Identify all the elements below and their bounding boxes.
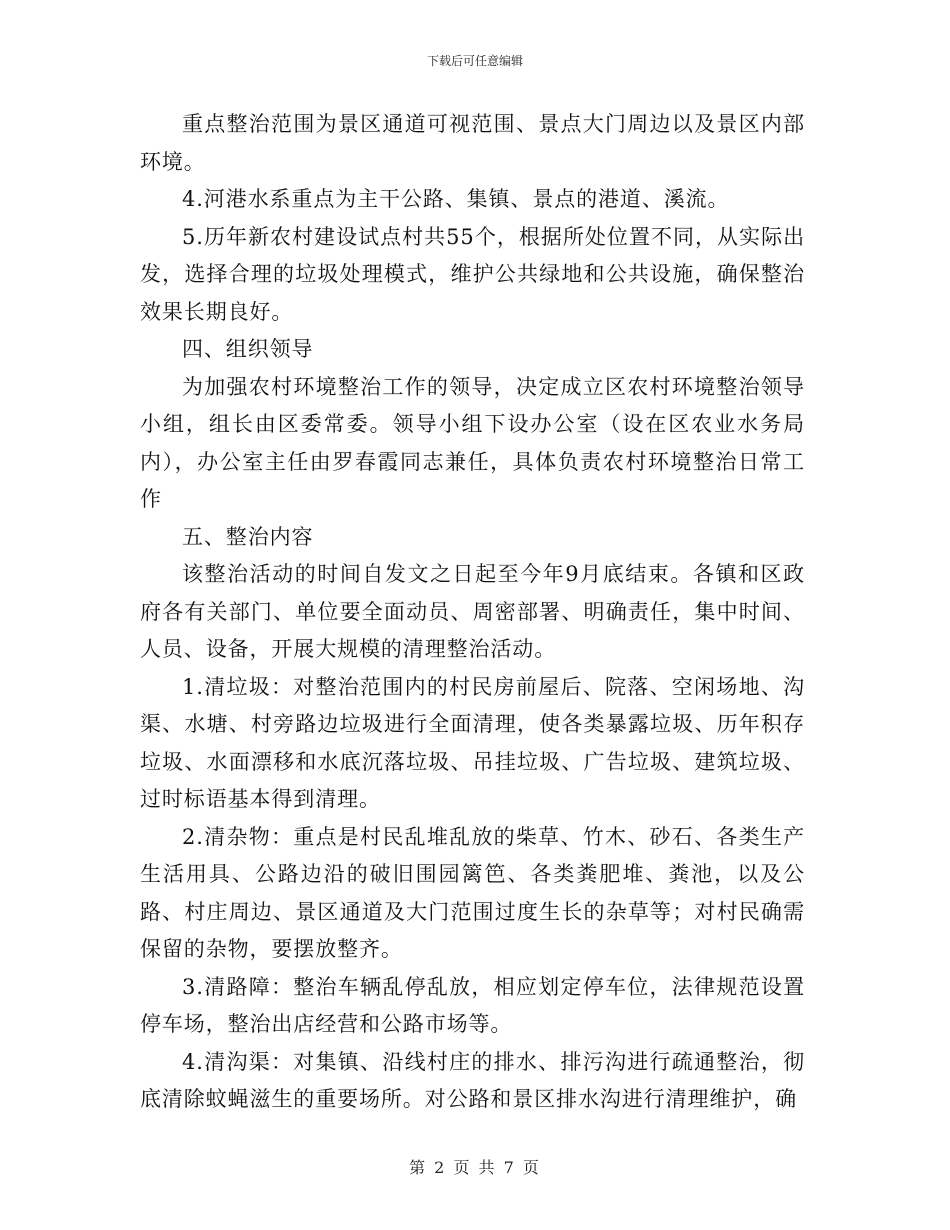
paragraph-leadership-group: 为加强农村环境整治工作的领导，决定成立区农村环境整治领导小组，组长由区委常委。领导小组下设办公室（设在区农业水务局内），办公室主任由罗春霞同志兼任，具体负责农村环境整治日常工作 (140, 374, 805, 511)
paragraph-scenic-area-scope: 重点整治范围为景区通道可视范围、景点大门周边以及景区内部环境。 (140, 112, 805, 174)
document-body (140, 106, 805, 1119)
paragraph-clear-road-obstacles: 3.清路障：整治车辆乱停乱放，相应划定停车位，法律规范设置停车场，整治出店经营和公路市场等。 (140, 974, 805, 1036)
section-heading-content: 五、整治内容 (182, 524, 314, 549)
paragraph-clear-debris: 2.清杂物：重点是村民乱堆乱放的柴草、竹木、砂石、各类生产生活用具、公路边沿的破旧围园篱笆、各类粪肥堆、粪池，以及公路、村庄周边、景区通道及大门范围过度生长的杂草等；对村民确需保留的杂物，要摆放整齐。 (140, 824, 805, 961)
section-heading-organization: 四、组织领导 (182, 337, 314, 361)
page-header-note: 下载后可任意编辑 (426, 54, 523, 68)
paragraph-clear-garbage: 1.清垃圾：对整治范围内的村民房前屋后、院落、空闲场地、沟渠、水塘、村旁路边垃圾进行全面清理，使各类暴露垃圾、历年积存垃圾、水面漂移和水底沉落垃圾、吊挂垃圾、广告垃圾、建筑垃圾、过时标语基本得到清理。 (140, 674, 805, 811)
paragraph-river-system: 4.河港水系重点为主干公路、集镇、景点的港道、溪流。 (182, 187, 730, 211)
paragraph-pilot-villages: 5.历年新农村建设试点村共55个，根据所处位置不同，从实际出发，选择合理的垃圾处理模式，维护公共绿地和公共设施，确保整治效果长期良好。 (140, 224, 805, 324)
page-number-footer: 第 2 页 共 7 页 (409, 1158, 541, 1177)
paragraph-clear-ditches: 4.清沟渠：对集镇、沿线村庄的排水、排污沟进行疏通整治，彻底清除蚊蝇滋生的重要场所。对公路和景区排水沟进行清理维护，确 (140, 1049, 805, 1111)
paragraph-campaign-timing: 该整治活动的时间自发文之日起至今年9月底结束。各镇和区政府各有关部门、单位要全面动员、周密部署、明确责任，集中时间、人员、设备，开展大规模的清理整治活动。 (140, 562, 805, 661)
